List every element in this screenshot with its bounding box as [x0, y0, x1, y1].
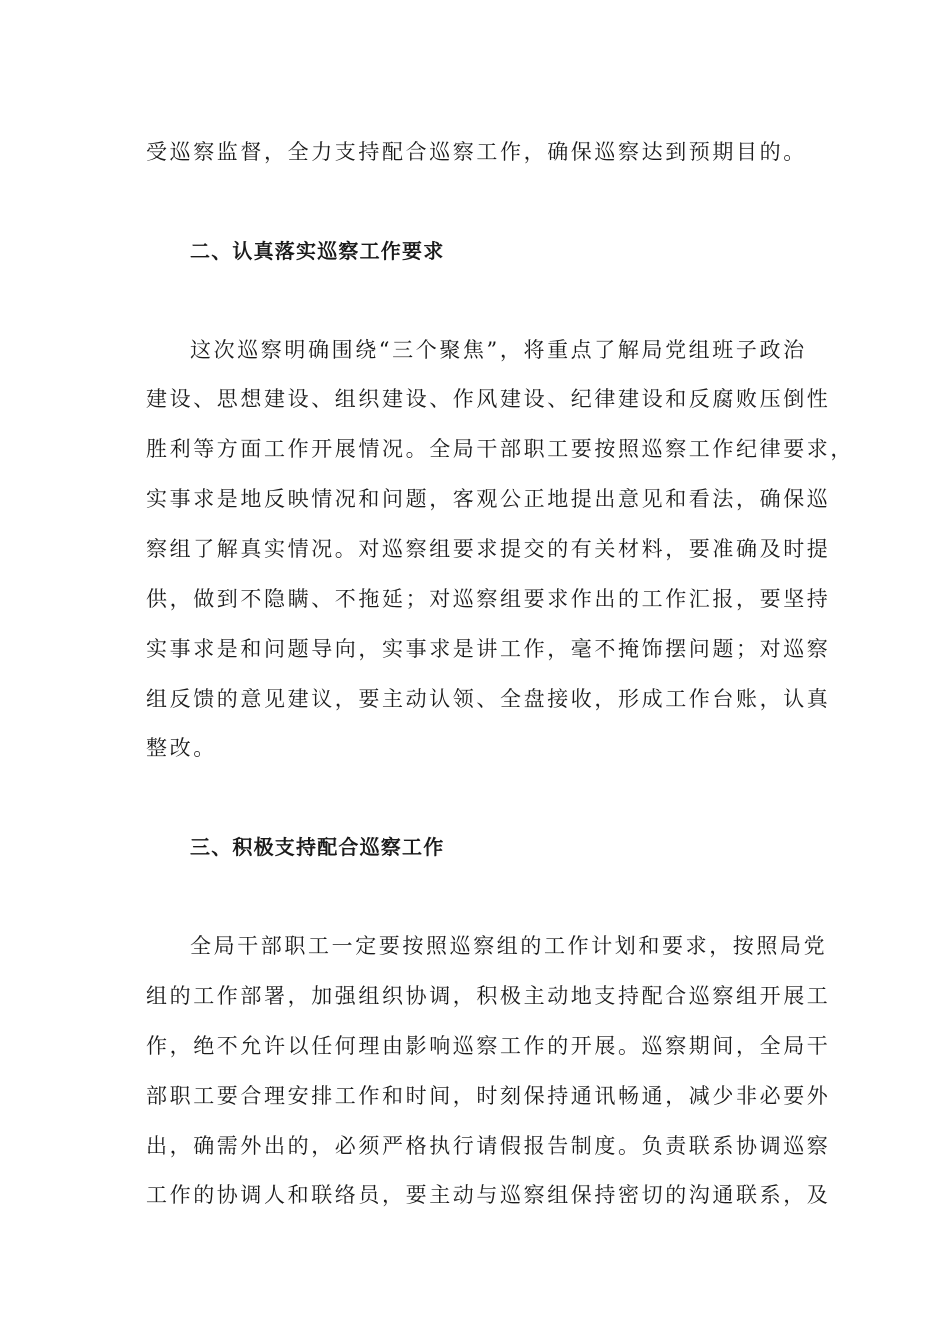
- section-2-heading: 二、认真落实巡察工作要求: [190, 239, 445, 263]
- paragraph-line: 工作的协调人和联络员，要主动与巡察组保持密切的沟通联系，及: [146, 1183, 831, 1207]
- paragraph-line: 实事求是和问题导向，实事求是讲工作，毫不掩饰摆问题；对巡察: [146, 637, 831, 661]
- paragraph-line: 供，做到不隐瞒、不拖延；对巡察组要求作出的工作汇报，要坚持: [146, 587, 831, 611]
- intro-line: 受巡察监督，全力支持配合巡察工作，确保巡察达到预期目的。: [146, 140, 807, 164]
- paragraph-line: 组反馈的意见建议，要主动认领、全盘接收，形成工作台账，认真: [146, 687, 831, 711]
- paragraph-line: 整改。: [146, 736, 217, 760]
- paragraph-line: 出，确需外出的，必须严格执行请假报告制度。负责联系协调巡察: [146, 1134, 831, 1158]
- paragraph-line: 实事求是地反映情况和问题，客观公正地提出意见和看法，确保巡: [146, 487, 831, 511]
- paragraph-line: 这次巡察明确围绕“三个聚焦”，将重点了解局党组班子政治: [190, 338, 807, 362]
- paragraph-line: 胜利等方面工作开展情况。全局干部职工要按照巡察工作纪律要求，: [146, 437, 854, 461]
- paragraph-line: 作，绝不允许以任何理由影响巡察工作的开展。巡察期间，全局干: [146, 1034, 831, 1058]
- section-3-heading: 三、积极支持配合巡察工作: [190, 835, 445, 859]
- paragraph-line: 组的工作部署，加强组织协调，积极主动地支持配合巡察组开展工: [146, 984, 831, 1008]
- paragraph-line: 部职工要合理安排工作和时间，时刻保持通讯畅通，减少非必要外: [146, 1084, 831, 1108]
- paragraph-line: 建设、思想建设、组织建设、作风建设、纪律建设和反腐败压倒性: [146, 387, 831, 411]
- paragraph-line: 察组了解真实情况。对巡察组要求提交的有关材料，要准确及时提: [146, 537, 831, 561]
- paragraph-line: 全局干部职工一定要按照巡察组的工作计划和要求，按照局党: [190, 934, 828, 958]
